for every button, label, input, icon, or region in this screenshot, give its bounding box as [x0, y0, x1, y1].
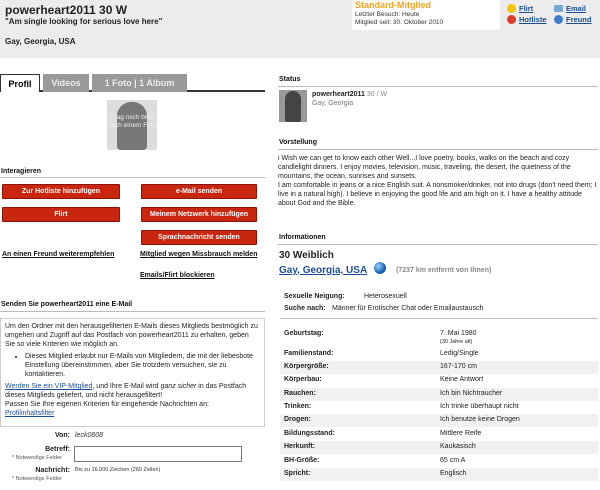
info-row-value: Ich trinke überhaupt nicht	[440, 403, 519, 410]
info-row-key: Körpergröße:	[284, 363, 329, 370]
info-row-key: Bildungsstand:	[284, 430, 335, 437]
orientation-value: Heterosexuell	[364, 293, 407, 300]
avatar[interactable]	[279, 90, 307, 122]
required-note: * Notwendige Felder	[12, 455, 62, 461]
vip-link[interactable]: Werden Sie ein VIP-Mitglied	[5, 383, 93, 390]
member-since: Mitglied seit: 30. Oktober 2010	[355, 19, 444, 26]
info-row-value: Ledig/Single	[440, 350, 479, 357]
info-row-value: Ich benutze keine Drogen	[440, 416, 520, 423]
seeking-value: Männer für Erotischer Chat oder Emailaustausch	[332, 305, 484, 312]
info-row	[280, 361, 598, 374]
required-note: * Notwendige Felder	[12, 476, 62, 482]
message-hint: Bis zu 16.000 Zeichen (260 Zeilen)	[75, 467, 161, 473]
mail-info-box	[0, 318, 265, 427]
quick-link-friend[interactable]: Freund	[566, 15, 592, 24]
divider	[278, 86, 598, 87]
info-heading: Informationen	[279, 234, 326, 241]
flirt-smiley-icon	[507, 4, 516, 13]
recommend-link[interactable]: An einen Freund weiterempfehlen	[2, 251, 115, 258]
silhouette-icon	[285, 91, 301, 122]
membership-box	[352, 0, 500, 30]
info-age-gender: 30 Weiblich	[279, 250, 334, 261]
message-label: Nachricht:	[35, 467, 70, 474]
info-row-value: 65 cm A	[440, 457, 466, 464]
from-label: Von:	[54, 432, 70, 439]
subject-input[interactable]	[74, 446, 242, 462]
send-email-button[interactable]: e-Mail senden	[141, 184, 257, 199]
status-name-line	[312, 91, 387, 98]
seeking-label: Suche nach:	[284, 305, 326, 312]
info-row-value: Englisch	[440, 470, 467, 477]
friend-person-icon	[554, 15, 563, 24]
add-hotlist-button[interactable]: Zur Hotliste hinzufügen	[2, 184, 120, 199]
profile-username: powerheart2011 30 W	[5, 3, 128, 17]
status-heading: Status	[279, 76, 301, 83]
intro-paragraph: i Wish we can get to know each other Well...I love poetry, books, walks on the beach and cozy candlelight dinners. I enjoy movies, television, music, traveling, the desert, the quietness of the mountains, the ocean, sunrises and sunsets.	[278, 155, 571, 180]
birthday-label: Geburtstag:	[284, 330, 324, 337]
info-row-key: Körperbau:	[284, 376, 322, 383]
birthday-age: (30 Jahre alt)	[440, 339, 473, 345]
block-link[interactable]: Emails/Flirt blockieren	[140, 272, 215, 279]
profile-photo-placeholder[interactable]	[107, 100, 157, 150]
distance-text: (7237 km entfernt von Ihnen)	[396, 267, 492, 274]
last-visit: Letzter Besuch: Heute	[355, 11, 420, 18]
birthday-value: 7. Mai 1980	[440, 330, 477, 337]
info-row	[280, 348, 598, 361]
info-row-key: Familienstand:	[284, 350, 334, 357]
content-filter-link[interactable]: Profilinhaltsfilter	[5, 410, 55, 417]
quick-link-flirt[interactable]: Flirt	[519, 4, 534, 13]
status-location: Gay, Georgia	[312, 100, 354, 107]
info-row-key: Rauchen:	[284, 390, 316, 397]
info-row	[280, 414, 598, 427]
profile-location: Gay, Georgia, USA	[5, 37, 76, 46]
quick-link-hotlist[interactable]: Hotliste	[519, 15, 547, 24]
mail-heading: Senden Sie powerheart2011 eine E-Mail	[1, 301, 133, 308]
quick-link-email[interactable]: Email	[566, 4, 587, 13]
report-abuse-link[interactable]: Mitglied wegen Missbrauch melden	[140, 251, 258, 258]
status-age-gender: 30 / W	[364, 91, 388, 98]
tab-videos[interactable]: Videos	[43, 74, 89, 92]
divider	[0, 177, 265, 178]
profile-tabs	[0, 74, 265, 92]
info-row-key: Drogen:	[284, 416, 311, 423]
hotlist-heart-icon	[507, 15, 516, 24]
info-row-key: Spricht:	[284, 470, 311, 477]
intro-heading: Vorstellung	[279, 139, 317, 146]
add-network-button[interactable]: Meinem Netzwerk hinzufügen	[141, 207, 257, 222]
info-row-value: Kaukasisch	[440, 443, 476, 450]
info-row	[280, 374, 598, 387]
tab-photos[interactable]: 1 Foto | 1 Album	[92, 74, 187, 92]
info-row	[280, 441, 598, 454]
orientation-label: Sexuelle Neigung:	[284, 293, 345, 300]
info-row-value: 167-170 cm	[440, 363, 477, 370]
info-row-value: Keine Antwort	[440, 376, 484, 383]
vip-paragraph: Werden Sie ein VIP-Mitglied, und Ihre E-Mail wird ganz sicher in das Postfach dieses Mitglieds geliefert, und nicht herausgefiltert!	[5, 383, 247, 399]
intro-text	[278, 154, 598, 208]
info-row-value: Mittlere Reife	[440, 430, 482, 437]
flirt-button[interactable]: Flirt	[2, 207, 120, 222]
photo-request-text: Frag mich bitte nach einem Foto	[107, 114, 157, 129]
info-row	[280, 401, 598, 414]
divider	[278, 149, 598, 150]
voice-message-button[interactable]: Sprachnachricht senden	[141, 230, 257, 245]
mail-intro: Um den Ordner mit den herausgefilterten E-Mails dieses Mitglieds bestmöglich zu umgehen und Zugriff auf das Postfach von powerheart2011 zu erhalten, geben Sie so viele Kriterien wie möglich an.	[5, 323, 258, 348]
profile-slogan: "Am single looking for serious love here"	[5, 17, 163, 26]
membership-type: Standard-Mitglied	[355, 0, 431, 10]
info-row	[280, 388, 598, 401]
intro-paragraph: I am comfortable in jeans or a nice English suit. A nonsmoker/drinker, not into drugs (don't need them; I live in a natural high). I believe in enjoying the good life and am high on it. I have a healthy attitude about God and the Bible.	[278, 182, 597, 207]
from-value: leck0808	[75, 432, 104, 439]
divider	[278, 244, 598, 245]
info-row-key: Trinken:	[284, 403, 312, 410]
info-row	[280, 455, 598, 468]
status-name: powerheart2011	[312, 91, 365, 98]
criteria-text: Passen Sie Ihre eigenen Kriterien für eingehende Nachrichten an:	[5, 401, 209, 408]
profile-header	[0, 0, 600, 58]
mail-restriction-note: • Dieses Mitglied erlaubt nur E-Mails von Mitgliedern, die mit der liebesbote Einstellung übereinstimmen, aber Sie trotzdem versuchen, sie zu kontaktieren.	[25, 352, 260, 379]
info-row-value: Ich bin Nichtraucher	[440, 390, 503, 397]
info-row	[280, 468, 598, 481]
email-envelope-icon	[554, 5, 563, 12]
interact-heading: Interagieren	[1, 168, 42, 175]
info-row	[280, 428, 598, 441]
tab-profil[interactable]: Profil	[0, 74, 40, 92]
divider	[0, 311, 265, 312]
subject-label: Betreff:	[45, 446, 70, 453]
location-link[interactable]: Gay, Georgia, USA	[279, 265, 368, 276]
info-row-key: Herkunft:	[284, 443, 316, 450]
globe-icon	[374, 262, 386, 274]
divider	[280, 318, 598, 319]
info-row-key: BH-Größe:	[284, 457, 320, 464]
